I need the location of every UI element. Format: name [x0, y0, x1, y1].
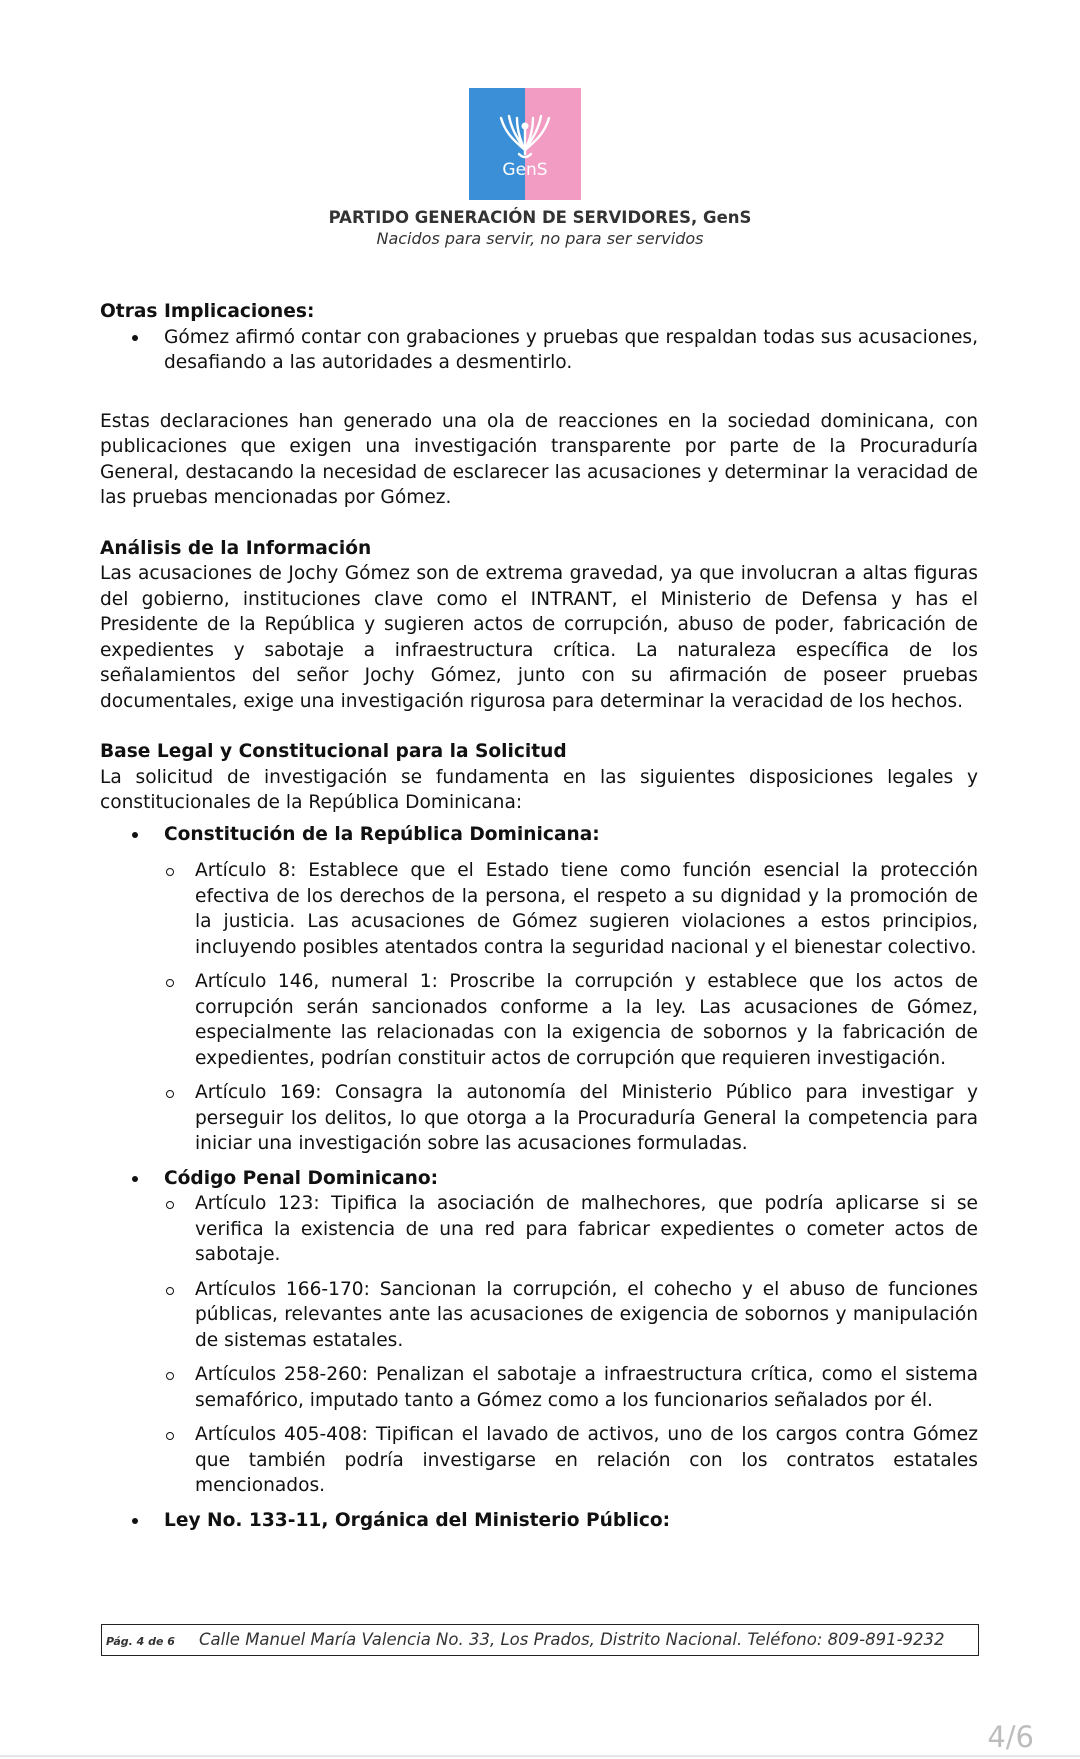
gens-logo — [469, 88, 581, 200]
list-item-ley-133-11: Ley No. 133-11, Orgánica del Ministerio Público: — [100, 1508, 978, 1534]
bullet-icon — [132, 832, 138, 838]
logo-wordmark: GenS — [502, 160, 548, 180]
list-item: Artículos 405-408: Tipifican el lavado de activos, uno de los cargos contra Gómez que también podría investigarse en relación con los contratos estatales mencionados. — [100, 1422, 978, 1499]
phoenix-icon — [469, 88, 581, 200]
heading-base-legal: Base Legal y Constitucional para la Solicitud — [100, 741, 567, 762]
list-item-codigo-penal: Código Penal Dominicano: — [100, 1166, 978, 1192]
list-item: Gómez afirmó contar con grabaciones y pruebas que respaldan todas sus acusaciones, desafiando a las autoridades a desmentirlo. — [100, 325, 978, 376]
paragraph-reacciones: Estas declaraciones han generado una ola de reacciones en la sociedad dominicana, con publicaciones que exigen una investigación transparente por parte de la Procuraduría General, destacando la necesidad de esclarecer las acusaciones y determinar la veracidad de las pruebas mencionadas por Gómez. — [100, 410, 978, 508]
bullet-icon — [132, 335, 138, 341]
paragraph-base-intro: La solicitud de investigación se fundamenta en las siguientes disposiciones legales y constitucionales de la República Dominicana: — [100, 766, 978, 813]
party-name: PARTIDO GENERACIÓN DE SERVIDORES, GenS — [328, 208, 752, 227]
circle-bullet-icon — [166, 1432, 174, 1440]
heading-analisis: Análisis de la Información — [100, 537, 372, 559]
bullet-icon — [132, 1518, 138, 1524]
viewer-divider — [0, 1755, 1080, 1757]
circle-bullet-icon — [166, 868, 174, 876]
circle-bullet-icon — [166, 1287, 174, 1295]
paragraph-analisis: Las acusaciones de Jochy Gómez son de extrema gravedad, ya que involucran a altas figuras del gobierno, instituciones clave como el INTRANT, el Ministerio de Defensa y has el Presidente de la República y sugieren actos de corrupción, abuso de poder, fabricación de expedientes y sabotaje a infraestructura crítica. La naturaleza específica de los señalamientos del señor Jochy Gómez, junto con su afirmación de poseer pruebas documentales, exige una investigación rigurosa para determinar la veracidad de los hechos. — [100, 563, 978, 712]
list-item: Artículos 166-170: Sancionan la corrupción, el cohecho y el abuso de funciones públicas, relevantes ante las acusaciones de exigencia de sobornos y manipulación de sistemas estatales. — [100, 1277, 978, 1354]
viewer-page-indicator: 4/6 — [987, 1720, 1034, 1754]
circle-bullet-icon — [166, 1090, 174, 1098]
page-footer — [101, 1624, 979, 1656]
circle-bullet-icon — [166, 1372, 174, 1380]
list-item: Artículo 8: Establece que el Estado tiene como función esencial la protección efectiva de los derechos de la persona, el respeto a su dignidad y la promoción de la justicia. Las acusaciones de Gómez sugieren violaciones a estos principios, incluyendo posibles atentados contra la seguridad nacional y el bienestar colectivo. — [100, 858, 978, 960]
list-item: Artículo 169: Consagra la autonomía del Ministerio Público para investigar y perseguir los delitos, lo que otorga a la Procuraduría General la competencia para iniciar una investigación sobre las acusaciones formuladas. — [100, 1080, 978, 1157]
circle-bullet-icon — [166, 979, 174, 987]
footer-page-number: Pág. 4 de 6 — [106, 1635, 175, 1648]
bullet-icon — [132, 1176, 138, 1182]
list-item: Artículo 123: Tipifica la asociación de malhechores, que podría aplicarse si se verifica la existencia de una red para fabricar expedientes o cometer actos de sabotaje. — [100, 1191, 978, 1268]
circle-bullet-icon — [166, 1201, 174, 1209]
heading-otras-implicaciones: Otras Implicaciones: — [100, 301, 315, 322]
footer-address: Calle Manuel María Valencia No. 33, Los Prados, Distrito Nacional. Teléfono: 809-891-9232 — [199, 1630, 945, 1649]
list-item-constitucion: Constitución de la República Dominicana: — [100, 822, 978, 848]
document-body — [100, 299, 978, 1533]
list-item: Artículos 258-260: Penalizan el sabotaje a infraestructura crítica, como el sistema semafórico, imputado tanto a Gómez como a los funcionarios señalados por él. — [100, 1362, 978, 1413]
list-item: Artículo 146, numeral 1: Proscribe la corrupción y establece que los actos de corrupción serán sancionados conforme a la ley. Las acusaciones de Gómez, especialmente las relacionadas con la exigencia de sobornos y la fabricación de expedientes, podrían constituir actos de corrupción que requieren investigación. — [100, 969, 978, 1071]
party-slogan: Nacidos para servir, no para ser servidos — [376, 229, 704, 248]
